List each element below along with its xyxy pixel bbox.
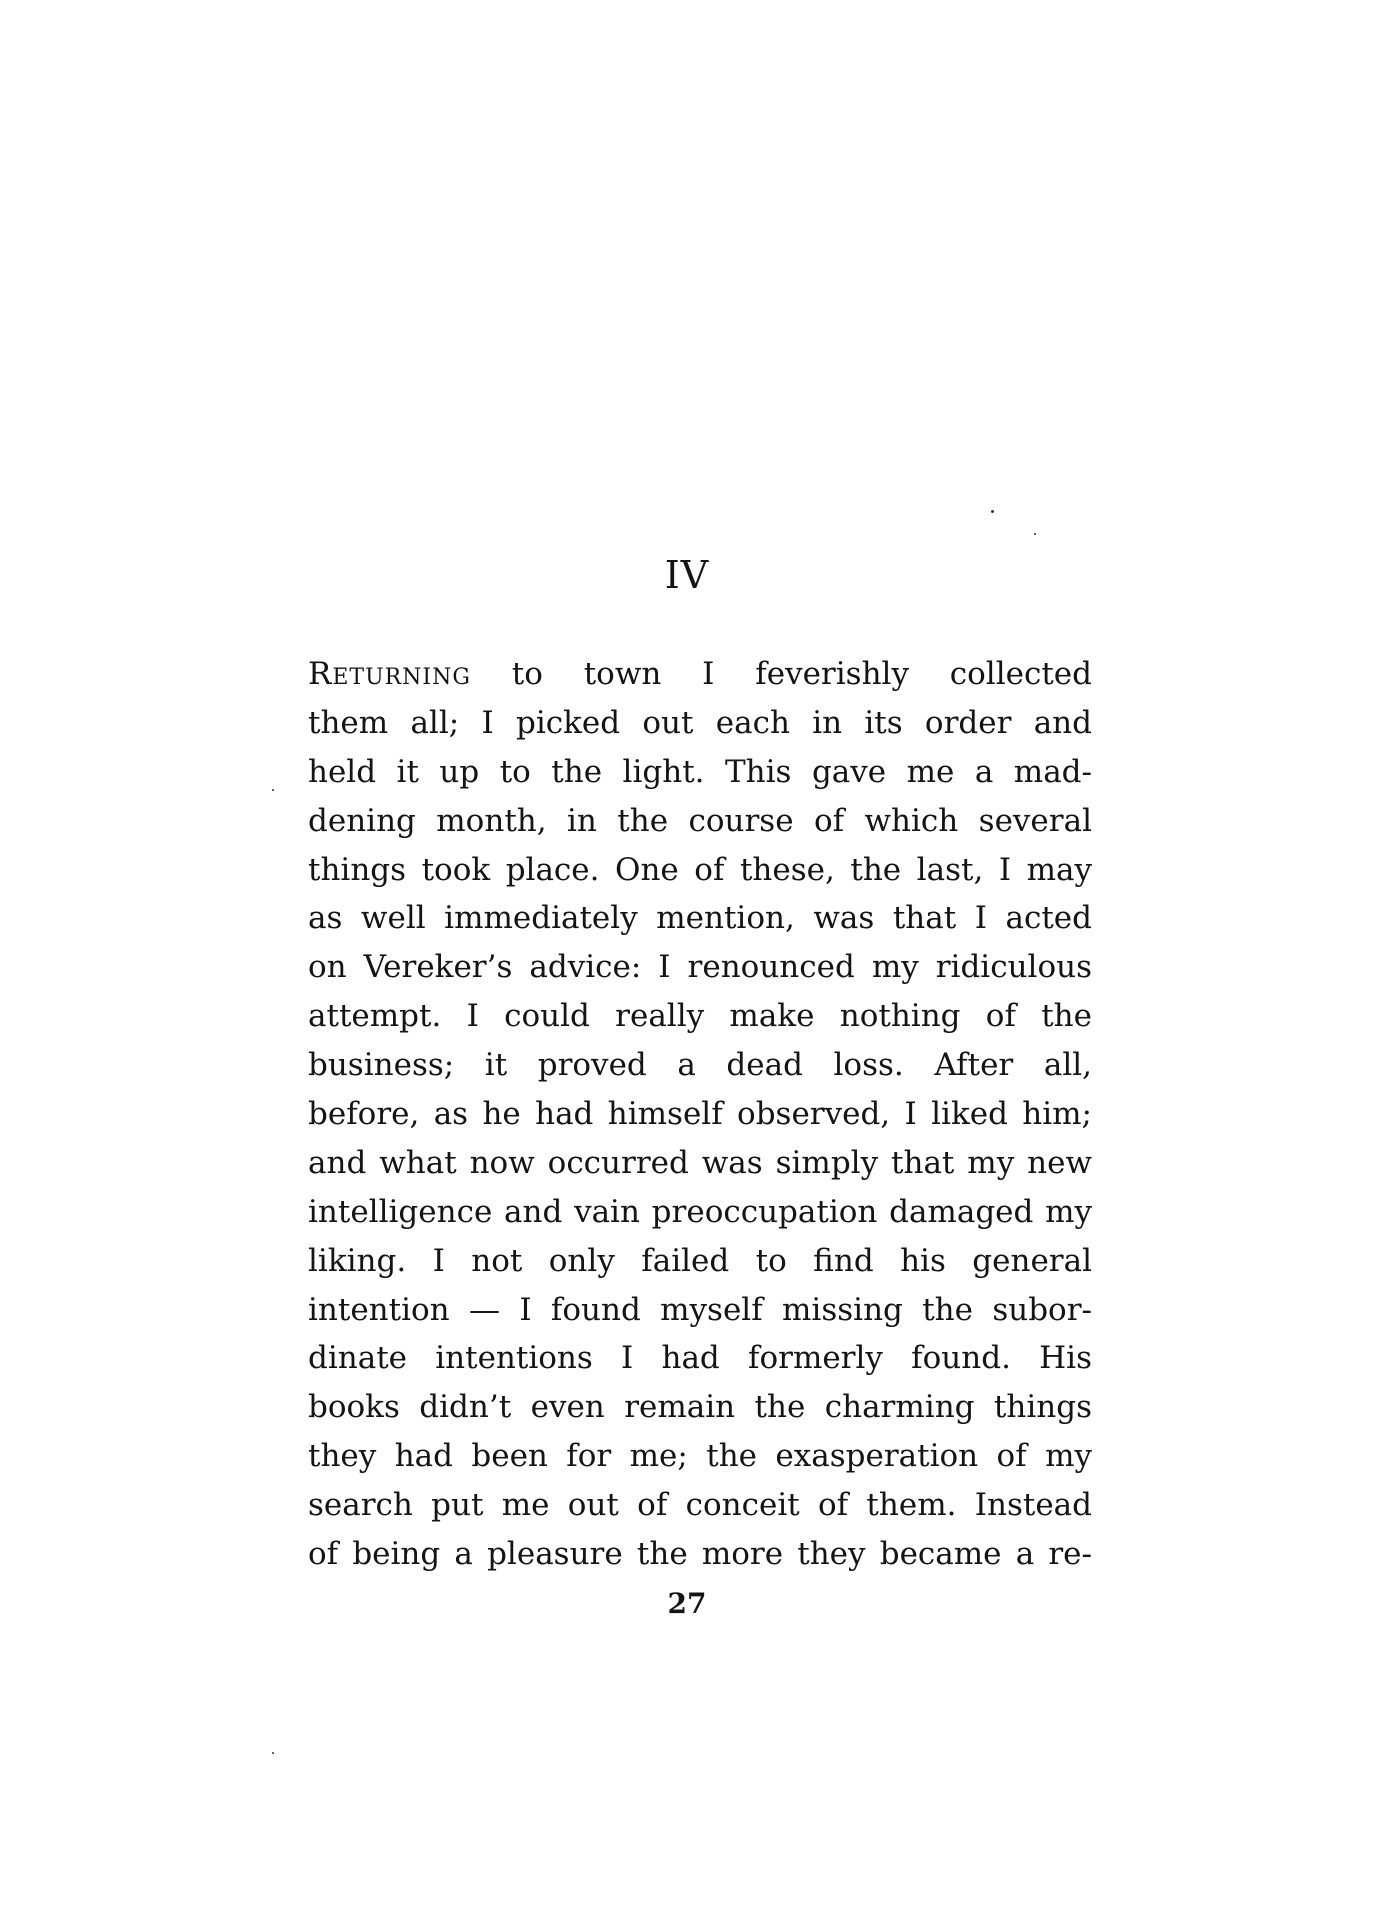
text-line: business; it proved a dead loss. After all,: [308, 1047, 1092, 1084]
text-line: as well immediately mention, was that I acted: [308, 900, 1092, 937]
text-line: things took place. One of these, the last, I may: [308, 851, 1092, 888]
text-line: intelligence and vain preoccupation damaged my: [308, 1193, 1092, 1230]
text-line: dening month, in the course of which several: [308, 802, 1092, 839]
text-line: attempt. I could really make nothing of the: [308, 998, 1092, 1035]
text-line: on Vereker’s advice: I renounced my ridiculous: [308, 949, 1092, 986]
scan-speck: [991, 510, 994, 513]
scan-speck: [1034, 533, 1036, 535]
text-line: and what now occurred was simply that my new: [308, 1144, 1092, 1181]
text-line: they had been for me; the exasperation of my: [308, 1438, 1092, 1475]
text-line: dinate intentions I had formerly found. His: [308, 1340, 1092, 1377]
first-line-text: to town I feverishly collected: [511, 656, 1092, 692]
text-line: held it up to the light. This gave me a mad-: [308, 753, 1092, 790]
text-line: them all; I picked out each in its order and: [308, 704, 1092, 741]
text-line: liking. I not only failed to find his general: [308, 1242, 1092, 1279]
text-line: of being a pleasure the more they became a re-: [308, 1536, 1092, 1573]
opening-word: Returning: [308, 656, 471, 692]
page-number: 27: [667, 1587, 707, 1620]
text-line: [308, 650, 1092, 699]
scan-speck: [272, 1752, 274, 1754]
body-text: [308, 650, 1092, 1579]
scan-speck: [272, 789, 274, 791]
chapter-heading: IV: [664, 553, 710, 597]
text-line: intention — I found myself missing the subor-: [308, 1291, 1092, 1328]
text-line: search put me out of conceit of them. Instead: [308, 1487, 1092, 1524]
text-line: books didn’t even remain the charming things: [308, 1389, 1092, 1426]
text-line: before, as he had himself observed, I liked him;: [308, 1096, 1092, 1133]
